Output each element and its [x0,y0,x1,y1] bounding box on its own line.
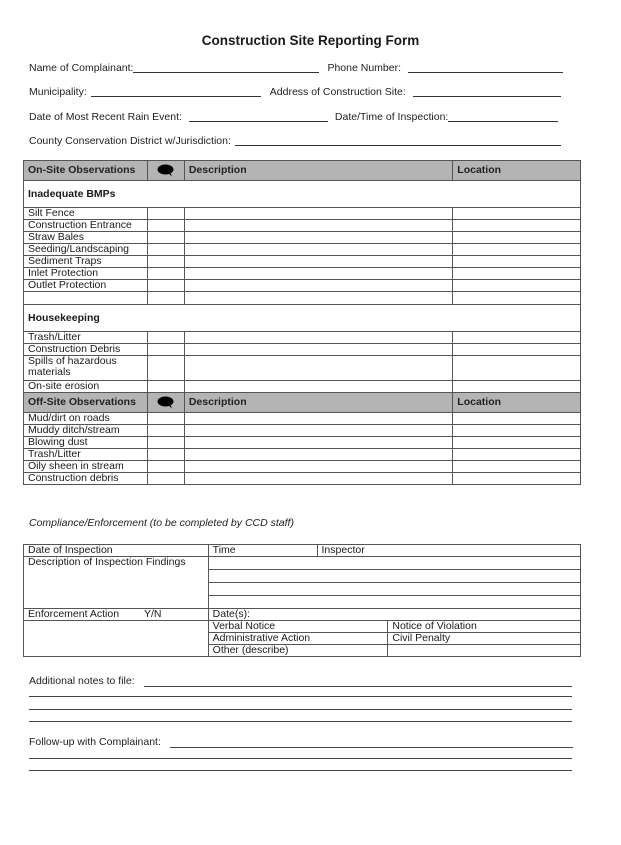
check-cell[interactable] [147,461,184,473]
offsite-header-row [24,393,581,413]
table-row [24,232,581,244]
description-cell[interactable] [184,244,452,256]
table-row [24,473,581,485]
table-row [24,280,581,292]
form-title: Construction Site Reporting Form [201,33,420,48]
location-cell[interactable] [453,280,581,292]
complainant-field[interactable] [133,62,319,73]
location-cell[interactable] [453,437,581,449]
row-label: Construction debris [24,473,148,485]
location-cell[interactable] [453,449,581,461]
nov-option[interactable]: Notice of Violation [388,621,581,633]
table-row [24,437,581,449]
location-cell[interactable] [453,344,581,356]
followup-line[interactable] [29,770,572,771]
description-cell[interactable] [184,344,452,356]
onsite-header-icon-cell [147,161,184,181]
complainant-row [29,62,563,74]
description-cell[interactable] [184,232,452,244]
other-blank[interactable] [388,645,581,657]
description-cell[interactable] [184,220,452,232]
findings-label: Description of Inspection Findings [24,557,209,609]
check-cell[interactable] [147,332,184,344]
notes-line[interactable] [29,696,572,697]
check-cell[interactable] [147,413,184,425]
check-cell[interactable] [147,280,184,292]
table-row [24,244,581,256]
check-cell[interactable] [147,268,184,280]
followup-field[interactable] [170,737,573,748]
check-cell[interactable] [147,381,184,393]
compliance-heading: Compliance/Enforcement (to be completed by CCD staff) [29,517,294,529]
offsite-header-label: Off-Site Observations [24,393,148,413]
notes-line[interactable] [29,709,572,710]
check-cell[interactable] [147,256,184,268]
yn-label[interactable]: Y/N [143,608,162,620]
complainant-label: Name of Complainant: [29,62,134,74]
row-label: Straw Bales [24,232,148,244]
onsite-header-location: Location [453,161,581,181]
rain-field[interactable] [189,111,328,122]
location-cell[interactable] [453,413,581,425]
row-label-blank[interactable] [24,292,148,305]
location-cell[interactable] [453,220,581,232]
inspection-datetime-label: Date/Time of Inspection: [334,111,449,123]
description-cell[interactable] [184,256,452,268]
enforcement-label [24,609,209,621]
comment-bubble-icon [157,396,175,408]
rain-row [29,111,558,123]
description-cell[interactable] [184,413,452,425]
enforcement-action-label: Enforcement Action [28,608,120,620]
date-of-inspection-label: Date of Inspection [24,545,209,557]
row-label: Trash/Litter [24,332,148,344]
table-row [24,268,581,280]
row-label: Sediment Traps [24,256,148,268]
followup-line[interactable] [29,758,572,759]
check-cell[interactable] [147,232,184,244]
notes-line[interactable] [29,721,572,722]
description-cell[interactable] [184,437,452,449]
onsite-header-label: On-Site Observations [24,161,148,181]
description-cell[interactable] [184,356,452,381]
check-cell[interactable] [147,292,184,305]
onsite-header-description: Description [184,161,452,181]
table-row [24,220,581,232]
phone-label: Phone Number: [327,62,402,74]
row-label: Inlet Protection [24,268,148,280]
enforcement-blank[interactable] [24,621,209,657]
description-cell[interactable] [184,332,452,344]
followup-label: Follow-up with Complainant: [29,736,161,748]
additional-notes-label: Additional notes to file: [29,675,135,687]
location-cell[interactable] [453,268,581,280]
description-cell[interactable] [184,473,452,485]
offsite-header-description: Description [184,393,452,413]
location-cell[interactable] [453,473,581,485]
additional-notes-row [29,675,572,687]
row-label: Blowing dust [24,437,148,449]
findings-line[interactable] [208,583,580,596]
check-cell[interactable] [147,437,184,449]
description-cell[interactable] [184,292,452,305]
inspector-label[interactable]: Inspector [317,545,580,557]
location-cell[interactable] [453,356,581,381]
section-title: Inadequate BMPs [24,181,581,208]
location-cell[interactable] [453,208,581,220]
table-row [24,413,581,425]
table-row [24,356,581,381]
additional-notes-field[interactable] [144,676,572,687]
description-cell[interactable] [184,425,452,437]
row-label: On-site erosion [24,381,148,393]
district-field[interactable] [235,135,561,146]
check-cell[interactable] [147,344,184,356]
check-cell[interactable] [147,449,184,461]
observations-table [23,160,581,485]
row-label: Construction Entrance [24,220,148,232]
time-label[interactable]: Time [208,545,317,557]
dates-label[interactable]: Date(s): [208,609,580,621]
inspection-datetime-field[interactable] [448,111,558,122]
location-cell[interactable] [453,461,581,473]
admin-action-option[interactable]: Administrative Action [208,633,388,645]
municipality-row [29,86,561,98]
row-label: Spills of hazardous materials [24,356,148,381]
rain-label: Date of Most Recent Rain Event: [29,111,182,123]
offsite-header-location: Location [453,393,581,413]
section-inadequate-bmps [24,181,581,208]
district-row [29,135,561,147]
municipality-label: Municipality: [29,86,87,98]
row-label: Seeding/Landscaping [24,244,148,256]
other-option[interactable]: Other (describe) [208,645,388,657]
section-housekeeping [24,305,581,332]
location-cell[interactable] [453,232,581,244]
description-cell[interactable] [184,208,452,220]
table-row [24,425,581,437]
row-label: Outlet Protection [24,280,148,292]
location-cell[interactable] [453,332,581,344]
table-row [24,256,581,268]
civil-penalty-option[interactable]: Civil Penalty [388,633,581,645]
findings-line[interactable] [208,570,580,583]
row-label: Oily sheen in stream [24,461,148,473]
findings-line[interactable] [208,557,580,570]
description-cell[interactable] [184,381,452,393]
comment-bubble-icon [157,164,175,176]
address-label: Address of Construction Site: [269,86,406,98]
address-field[interactable] [413,86,561,97]
row-label: Trash/Litter [24,449,148,461]
check-cell[interactable] [147,208,184,220]
location-cell[interactable] [453,425,581,437]
table-row [24,332,581,344]
municipality-field[interactable] [91,86,261,97]
check-cell[interactable] [147,220,184,232]
phone-field[interactable] [408,62,563,73]
table-row [24,449,581,461]
findings-line[interactable] [208,596,580,609]
check-cell[interactable] [147,425,184,437]
location-cell[interactable] [453,256,581,268]
check-cell[interactable] [147,356,184,381]
row-label: Construction Debris [24,344,148,356]
row-label: Silt Fence [24,208,148,220]
check-cell[interactable] [147,244,184,256]
followup-row [29,736,573,748]
table-row [24,381,581,393]
table-row [24,461,581,473]
location-cell[interactable] [453,244,581,256]
compliance-table [23,544,581,657]
location-cell[interactable] [453,381,581,393]
description-cell[interactable] [184,280,452,292]
description-cell[interactable] [184,461,452,473]
row-label: Mud/dirt on roads [24,413,148,425]
offsite-header-icon-cell [147,393,184,413]
district-label: County Conservation District w/Jurisdiction: [29,135,231,147]
onsite-header-row [24,161,581,181]
section-title: Housekeeping [24,305,581,332]
description-cell[interactable] [184,268,452,280]
row-label: Muddy ditch/stream [24,425,148,437]
location-cell[interactable] [453,292,581,305]
table-row [24,344,581,356]
table-row-blank [24,292,581,305]
table-row [24,208,581,220]
check-cell[interactable] [147,473,184,485]
description-cell[interactable] [184,449,452,461]
verbal-notice-option[interactable]: Verbal Notice [208,621,388,633]
